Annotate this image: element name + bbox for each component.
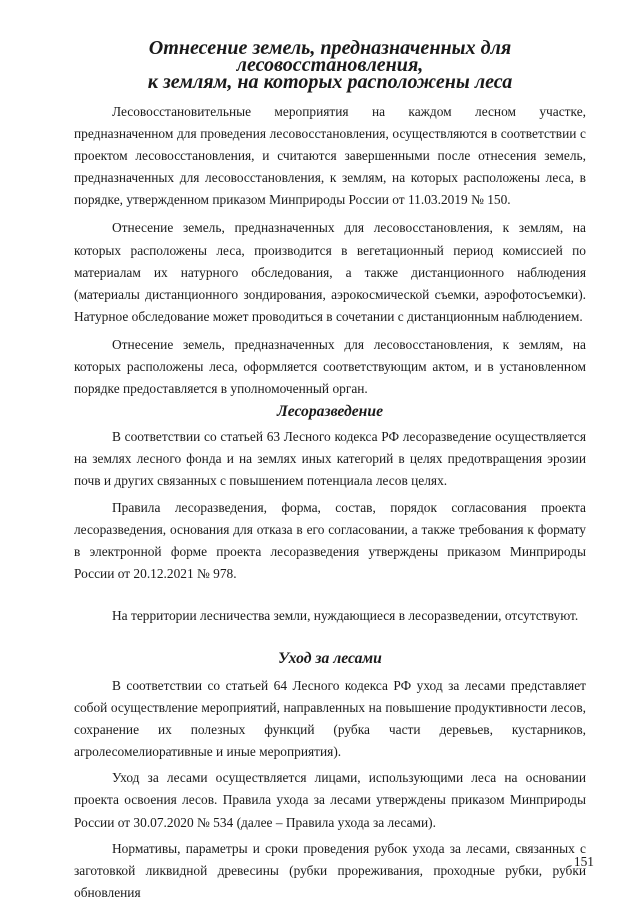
paragraph-land-transfer-act: Отнесение земель, предназначенных для лесовосстановления, к землям, на которых расположены леса, оформляется соответствующим актом, и в установленном порядке предоставляется в уполномоченный орган. <box>74 336 586 397</box>
paragraph-land-transfer-procedure: Отнесение земель, предназначенных для лесовосстановления, к землям, на которых расположены леса, производится в вегетационный период комиссией по материалам их натурного обследования, а также дистанционного наблюдения (материалы дистанционного зондирования, аэрокосмической съемки, аэрофотосъемки). Натурное обследование может проводиться в сочетании с дистанционным наблюдением. <box>74 220 586 324</box>
page-number: 151 <box>573 854 594 869</box>
section-heading-afforestation: Лесоразведение <box>276 403 384 421</box>
paragraph-forest-care-persons: Уход за лесами осуществляется лицами, использующими леса на основании проекта освоения лесов. Правила ухода за лесами утверждены приказом Минприроды России от 30.07.2020 № 534 (далее – Правила ухода за лесами). <box>74 770 586 830</box>
section-heading-forest-care: Уход за лесами <box>278 649 382 667</box>
paragraph-afforestation-article: В соответствии со статьей 63 Лесного кодекса РФ лесоразведение осуществляется на землях лесного фонда и на землях иных категорий в целях предотвращения эрозии почв и других связанных с повышением потенциала лесов целях. <box>74 429 586 489</box>
section-heading-land-transfer <box>74 37 586 93</box>
page-content <box>74 37 586 904</box>
spacer <box>74 585 586 605</box>
paragraph-forest-care-norms: Нормативы, параметры и сроки проведения рубок ухода за лесами, связанных с заготовкой ликвидной древесины (рубки прореживания, проходные рубки, рубки обновления <box>74 840 586 900</box>
heading-line-2: к землям, на которых расположены леса <box>147 71 513 93</box>
paragraph-forest-care-article: В соответствии со статьей 64 Лесного кодекса РФ уход за лесами представляет собой осуществление мероприятий, направленных на повышение продуктивности лесов, сохранение их полезных функций (рубка части деревьев, кустарников, агролесомелиоративные и иные мероприятия). <box>74 677 586 760</box>
spacer <box>74 627 586 647</box>
paragraph-afforestation-rules: Правила лесоразведения, форма, состав, порядок согласования проекта лесоразведения, основания для отказа в его согласовании, а также требования к формату в электронной форме проекта лесоразведения утверждены приказом Минприроды России от 20.12.2021 № 978. <box>74 499 586 581</box>
paragraph-reforestation-measures: Лесовосстановительные мероприятия на каждом лесном участке, предназначенном для проведения лесовосстановления, осуществляются в соответствии с проектом лесовосстановления, и считаются завершенными после отнесения земель, предназначенных для лесовосстановления, к землям, на которых расположены леса, в порядке, утвержденном приказом Минприроды России от 11.03.2019 № 150. <box>74 104 586 208</box>
heading-line-1: Отнесение земель, предназначенных для лесовосстановления, <box>148 37 512 76</box>
paragraph-afforestation-absent: На территории лесничества земли, нуждающиеся в лесоразведении, отсутствуют. <box>112 607 579 623</box>
